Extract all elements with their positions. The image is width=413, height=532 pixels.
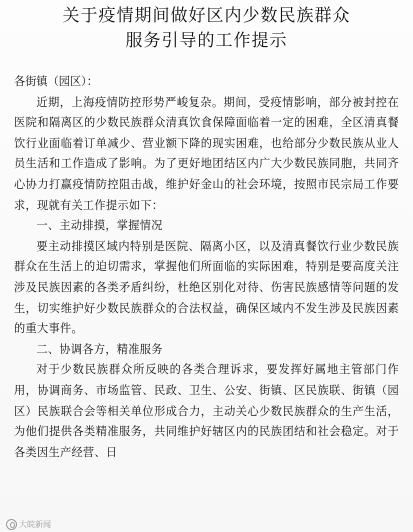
section-1-heading: 一、主动排摸，掌握情况 bbox=[36, 219, 163, 233]
watermark-logo-icon bbox=[6, 519, 17, 530]
title-line-1: 关于疫情期间做好区内少数民族群众 bbox=[62, 6, 351, 26]
section-2-heading: 二、协调各方，精准服务 bbox=[36, 342, 163, 356]
salutation: 各街镇（园区）： bbox=[14, 75, 98, 88]
title-line-2: 服务引导的工作提示 bbox=[125, 31, 288, 51]
section-2-body: 对于少数民族群众所反映的各类合理诉求，要发挥好属地主管部门作用，协调商务、市场监管、民政、卫生、公安、街镇、区民族联、街镇（园区）民族联合会等相关单位形成合力，主动关心少数民族群众的生产生活，为他们提供各类精准服务，共同维护好辖区内的民族团结和社会稳定。对于各类因生产经营、日 bbox=[14, 363, 399, 459]
intro-paragraph: 近期，上海疫情防控形势严峻复杂。期间，受疫情影响，部分被封控在医院和隔离区的少数民族群众清真饮食保障面临着一定的困难，全区清真餐饮行业面临着订单减少、营业额下降的现实困难，也给部分少数民族从业人员生活和工作造成了影响。为了更好地团结区内广大少数民族同胞，共同齐心协力打赢疫情防控阻击战，维护好金山的社会环境，按照市民宗局工作要求，现就有关工作提示如下： bbox=[14, 95, 399, 212]
watermark bbox=[6, 519, 51, 530]
document-title bbox=[14, 4, 399, 54]
section-1-body: 要主动排摸区域内特别是医院、隔离小区，以及清真餐饮行业少数民族群众在生活上的迫切需求，掌握他们所面临的实际困难，特别是要高度关注涉及民族因素的各类矛盾纠纷，杜绝区别化对待、伤害民族感情等问题的发生，切实维护好少数民族群众的合法权益，确保区域内不发生涉及民族因素的重大事件。 bbox=[14, 239, 399, 336]
watermark-text: 大皖新闻 bbox=[19, 520, 51, 529]
